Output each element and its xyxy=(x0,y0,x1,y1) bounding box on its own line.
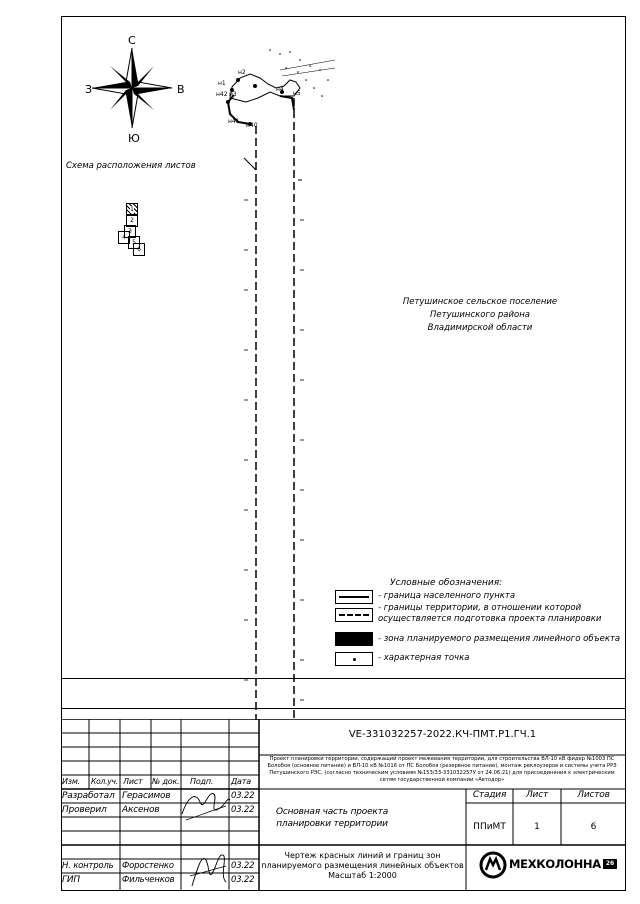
role-normcontrol: Н. контроль xyxy=(62,861,114,871)
territory-label-line2: Петушинского района xyxy=(430,310,530,320)
header-data: Дата xyxy=(231,777,251,786)
name-normcontrol: Форостенко xyxy=(122,861,174,871)
sheet-index-4: 4 xyxy=(118,231,130,244)
company-badge: 26 xyxy=(603,859,617,869)
header-ndok: № док. xyxy=(152,777,180,786)
name-gip: Фильченков xyxy=(122,875,175,885)
planning-map xyxy=(210,40,350,720)
legend-swatch-zone xyxy=(335,632,373,646)
point-label-n5: н5 xyxy=(293,90,301,97)
drawing-title xyxy=(259,851,466,881)
legend-item-2: - границы территории, в отношении которой осуществляется подготовка проекта планировки xyxy=(378,603,602,624)
drawing-title-line2: планируемого размещения линейных объектов xyxy=(261,861,464,870)
point-label-n42: н42 xyxy=(216,91,228,98)
compass-west: З xyxy=(85,83,93,96)
sheets-value: 6 xyxy=(590,822,597,832)
header-list: Лист xyxy=(123,777,143,786)
sheet-index-5: 5 xyxy=(128,236,140,249)
legend-swatch-territory xyxy=(335,608,373,622)
legend-item-3: - зона планируемого размещения линейного объекта xyxy=(378,634,621,644)
point-label-n1: н1 xyxy=(218,80,226,87)
compass-north: С xyxy=(128,34,136,47)
header-izm: Изм. xyxy=(62,777,81,786)
name-developer: Герасимов xyxy=(122,791,171,801)
point-label-n4: н4 xyxy=(276,86,284,93)
scheme-title: Схема расположения листов xyxy=(66,161,196,171)
sheet-index-6: 6 xyxy=(133,243,145,256)
sheet-index-1: 1 xyxy=(126,203,138,216)
drawing-scale: Масштаб 1:2000 xyxy=(328,871,397,880)
sheet-index-2: 2 xyxy=(126,214,138,227)
point-label-n3: н3 xyxy=(229,91,237,98)
date-checker: 03.22 xyxy=(231,805,255,815)
company-name: МЕХКОЛОННА xyxy=(509,857,601,871)
legend-swatch-settlement xyxy=(335,590,373,604)
compass-south: Ю xyxy=(128,132,140,145)
date-developer: 03.22 xyxy=(231,791,255,801)
name-checker: Аксенов xyxy=(122,805,160,815)
drawing-title-line1: Чертеж красных линий и границ зон xyxy=(284,851,441,860)
header-kol: Кол.уч. xyxy=(91,777,118,786)
legend-item-1: - граница населенного пункта xyxy=(378,591,516,601)
sheets-header: Листов xyxy=(577,790,610,800)
territory-label-line3: Владимирской области xyxy=(427,323,533,333)
point-label-n2: н2 xyxy=(238,69,246,76)
role-gip: ГИП xyxy=(62,875,80,885)
date-gip: 03.22 xyxy=(231,875,255,885)
sheet-value: 1 xyxy=(534,822,540,832)
project-description: Проект планировки территории, содержащий проект межевания территории, для строительства ВЛ-10 кВ фидер №1003 ПС Болобоя (основное питание) и ВЛ-10 кВ №1016 от ПС Болобоя (резервное питание), монтаж реклоузеров и системы учета РРЗ Петушинского РЭС, (согласно техническим условиям №153/33-331032257У от 24.06.21) для присоединения к электрическим сетям государственной компании «Автодор» xyxy=(267,756,617,783)
legend-item-4: - характерная точка xyxy=(378,653,470,663)
stage-value: ППиМТ xyxy=(473,822,506,832)
company-logo-icon xyxy=(478,851,508,879)
sheet-header: Лист xyxy=(525,790,548,800)
legend-swatch-point xyxy=(335,652,373,666)
sheet-index-3: 3 xyxy=(124,225,136,238)
compass-rose-icon xyxy=(82,36,192,146)
legend-title: Условные обозначения: xyxy=(390,578,503,588)
compass-east: В xyxy=(177,83,185,96)
point-label-n40: н40 xyxy=(246,122,258,129)
role-checker: Проверил xyxy=(62,805,107,815)
doc-code: VE-331032257-2022.КЧ-ПМТ.Р1.ГЧ.1 xyxy=(348,729,537,740)
divider-line xyxy=(61,708,626,709)
signature-gip-icon xyxy=(186,846,232,892)
signature-developer-icon xyxy=(178,786,233,826)
territory-label xyxy=(380,296,580,335)
stage-header: Стадия xyxy=(472,790,507,800)
divider-line xyxy=(61,678,626,679)
date-normcontrol: 03.22 xyxy=(231,861,255,871)
section-title: Основная часть проекта планировки территории xyxy=(275,807,389,829)
point-label-n41: н41 xyxy=(228,118,240,125)
territory-label-line1: Петушинское сельское поселение xyxy=(402,297,558,307)
header-podp: Подп. xyxy=(190,777,214,786)
role-developer: Разработал xyxy=(62,791,115,801)
